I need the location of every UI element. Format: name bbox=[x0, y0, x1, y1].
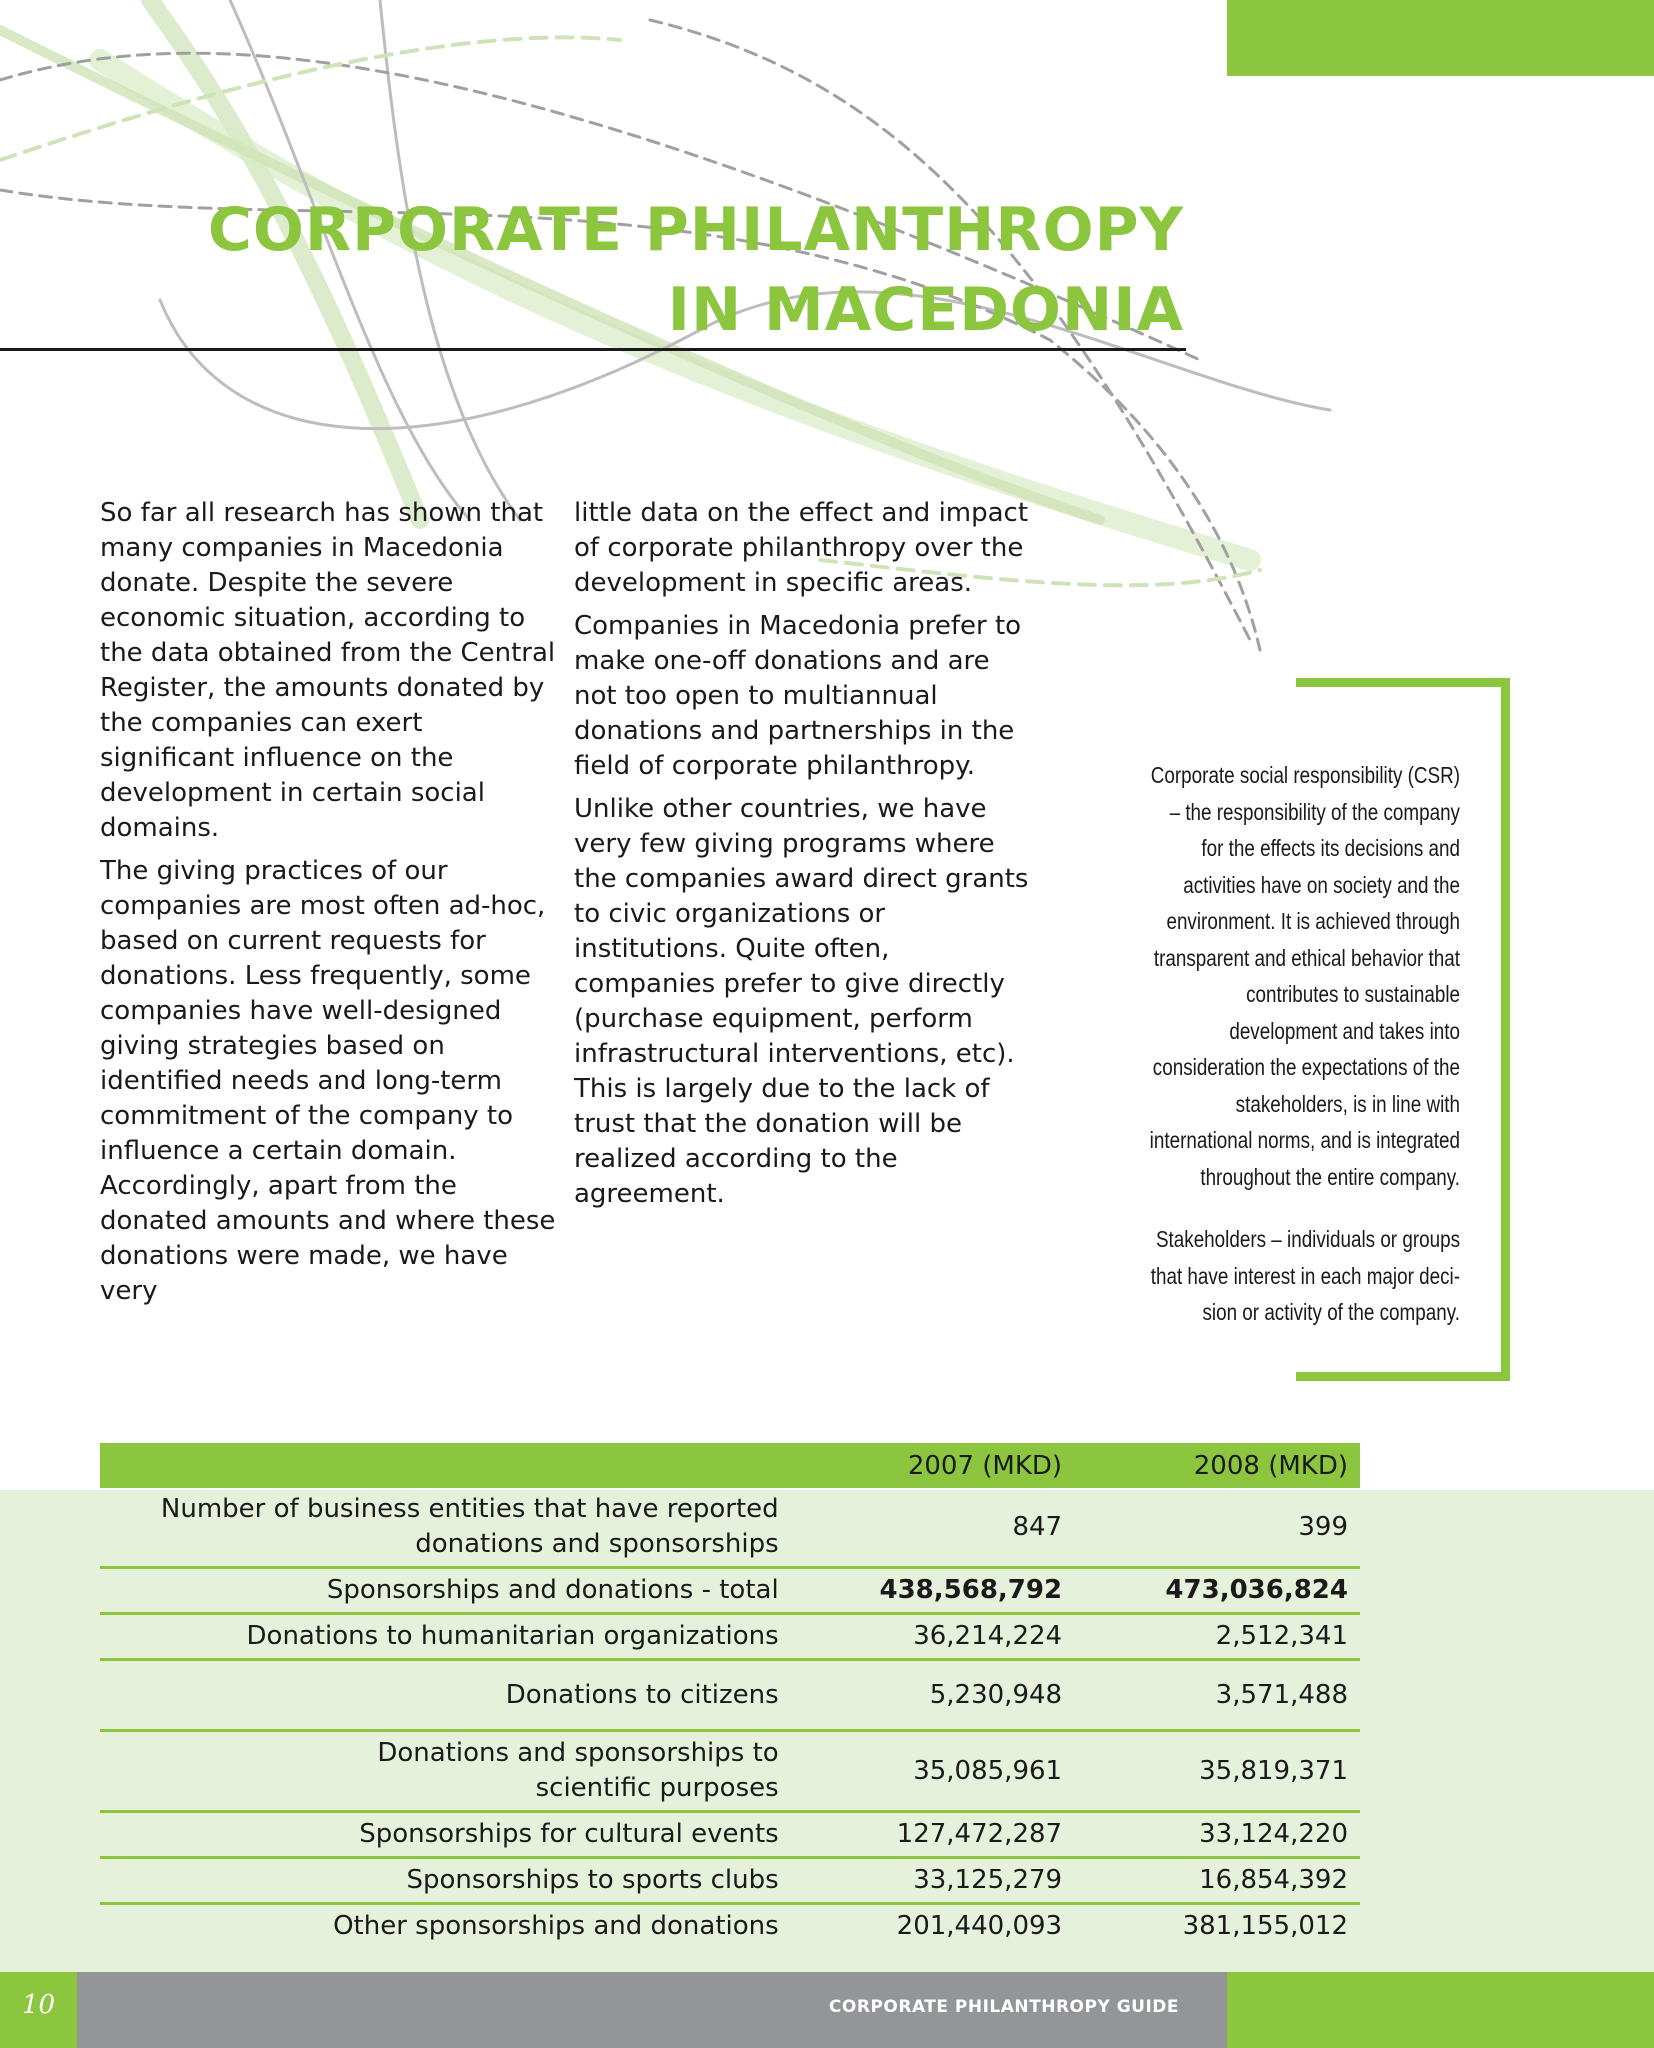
header-2008: 2008 (MKD) bbox=[1074, 1443, 1360, 1488]
value-2007: 33,125,279 bbox=[791, 1858, 1074, 1904]
stakeholders-definition: Stakeholders – individuals or groups that have interest in each major deci-sion or activity of the company. bbox=[1150, 1226, 1460, 1325]
row-label: Donations to humanitarian organizations bbox=[100, 1614, 791, 1660]
value-2008: 35,819,371 bbox=[1074, 1731, 1360, 1812]
value-2007: 5,230,948 bbox=[791, 1660, 1074, 1731]
table-row bbox=[100, 1812, 1360, 1858]
value-2007: 847 bbox=[791, 1488, 1074, 1568]
value-2007: 36,214,224 bbox=[791, 1614, 1074, 1660]
row-label: Sponsorships and donations - total bbox=[100, 1568, 791, 1614]
footer-right-block bbox=[1227, 1972, 1654, 2048]
table-row bbox=[100, 1731, 1360, 1812]
value-2008: 473,036,824 bbox=[1074, 1568, 1360, 1614]
value-2008: 399 bbox=[1074, 1488, 1360, 1568]
value-2007: 201,440,093 bbox=[896, 1911, 1063, 1942]
row-label: Donations and sponsorships to scientific purposes bbox=[100, 1731, 791, 1812]
value-2008: 2,512,341 bbox=[1074, 1614, 1360, 1660]
sidebar-definitions bbox=[1148, 757, 1460, 1357]
row-label: Sponsorships for cultural events bbox=[100, 1812, 791, 1858]
page-title-line2: IN MACEDONIA bbox=[667, 275, 1184, 345]
paragraph: So far all research has shown that many companies in Macedonia donate. Despite the severe economic situation, according to the data obtained from the Central Register, the amounts donated by the companies can exert significant influence on the development in certain social domains. bbox=[100, 498, 556, 843]
paragraph: Companies in Macedonia prefer to make one-off donations and are not too open to multiannual donations and partnerships in the field of corporate philanthropy. bbox=[574, 611, 1022, 781]
table-row bbox=[100, 1488, 1360, 1568]
value-2007: 438,568,792 bbox=[791, 1568, 1074, 1614]
value-2007: 35,085,961 bbox=[791, 1731, 1074, 1812]
table-row bbox=[100, 1904, 1360, 1949]
header-2007: 2007 (MKD) bbox=[791, 1443, 1074, 1488]
row-label: Donations to citizens bbox=[100, 1660, 791, 1731]
value-2008: 16,854,392 bbox=[1074, 1858, 1360, 1904]
row-label: Other sponsorships and donations bbox=[333, 1911, 779, 1942]
value-2008: 33,124,220 bbox=[1074, 1812, 1360, 1858]
table-row bbox=[100, 1858, 1360, 1904]
donations-table-container bbox=[100, 1443, 1360, 1949]
row-label: Sponsorships to sports clubs bbox=[100, 1858, 791, 1904]
page-title bbox=[208, 190, 1184, 350]
csr-definition: Corporate social responsibility (CSR) – the responsibility of the company for the effects its decisions and activities have on society and the environment. It is achieved through transparent and ethical behavior that contributes to sustainable development and takes into consideration the expectations of the stakeholders, is in line with international norms, and is integrated throughout the entire company. bbox=[1149, 762, 1460, 1190]
page-title-line1: CORPORATE PHILANTHROPY bbox=[207, 195, 1184, 265]
paragraph: little data on the effect and impact of corporate philanthropy over the development in specific areas. bbox=[574, 498, 1029, 598]
table-row bbox=[100, 1614, 1360, 1660]
body-column-2 bbox=[574, 496, 1034, 1220]
title-underline bbox=[0, 348, 1186, 351]
table-row bbox=[100, 1568, 1360, 1614]
value-2008: 3,571,488 bbox=[1074, 1660, 1360, 1731]
value-2008: 381,155,012 bbox=[1182, 1911, 1348, 1942]
table-row bbox=[100, 1660, 1360, 1731]
footer-guide-title: CORPORATE PHILANTHROPY GUIDE bbox=[828, 1997, 1179, 2017]
value-2007: 127,472,287 bbox=[791, 1812, 1074, 1858]
header-label bbox=[100, 1443, 791, 1488]
row-label: Number of business entities that have reported donations and sponsorships bbox=[100, 1488, 791, 1568]
body-column-1 bbox=[100, 496, 560, 1317]
page-number: 10 bbox=[22, 1990, 56, 2020]
donations-table bbox=[100, 1443, 1360, 1949]
table-header-row bbox=[100, 1443, 1360, 1488]
paragraph: Unlike other countries, we have very few giving programs where the companies award direct grants to civic organizations or institutions. Quite often, companies prefer to give directly (purchase equipment, perform infrastructural interventions, etc). This is largely due to the lack of trust that the donation will be realized according to the agreement. bbox=[574, 794, 1029, 1209]
paragraph: The giving practices of our companies are most often ad-hoc, based on current requests for donations. Less frequently, some companies have well-designed giving strategies based on identified needs and long-term commitment of the company to influence a certain domain. Accordingly, apart from the donated amounts and where these donations were made, we have very bbox=[100, 856, 556, 1306]
